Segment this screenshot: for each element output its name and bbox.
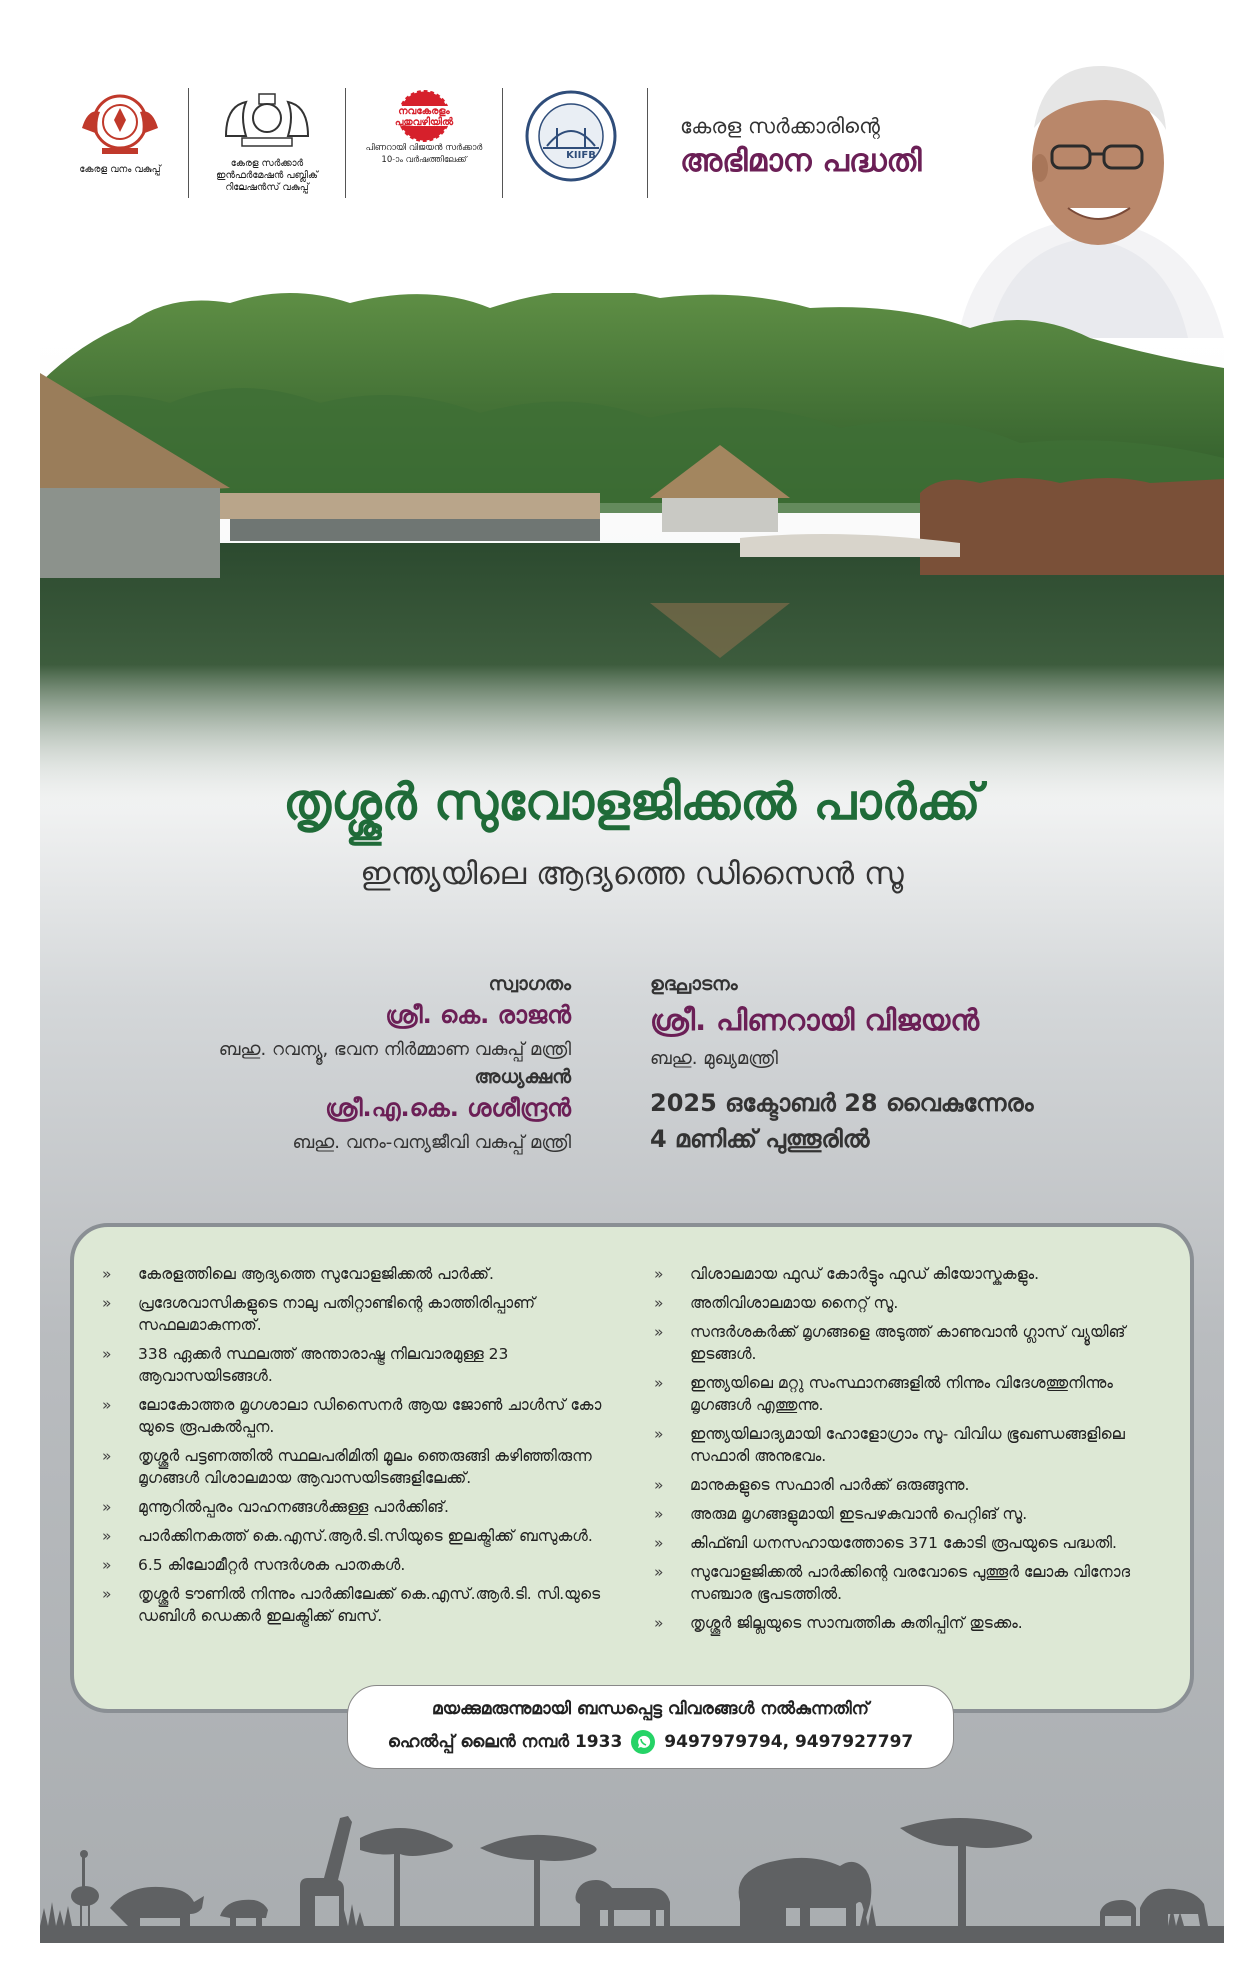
list-item: » തൃശ്ശൂർ ജില്ലയുടെ സാമ്പത്തിക കുതിപ്പിന് തുടക്കം. [654,1612,1154,1634]
inauguration-column [650,973,1170,1157]
presidency-designation: ബഹു. വനം-വന്യജീവി വകുപ്പ് മന്ത്രി [292,1132,571,1153]
whatsapp-icon [630,1729,656,1755]
list-item: » പ്രദേശവാസികളുടെ നാലു പതിറ്റാണ്ടിന്റെ കാത്തിരിപ്പാണ് സഫലമാകുന്നത്. [102,1292,602,1336]
prd-caption-line: റിലേഷൻസ് വകുപ്പ് [225,182,309,193]
inauguration-label: ഉദ്ഘാടനം [650,973,738,995]
list-item: » തൃശ്ശൂർ പട്ടണത്തിൽ സ്ഥലപരിമിതി മൂലം ഞെരുങ്ങി കഴിഞ്ഞിരുന്ന മൃഗങ്ങൾ വിശാലമായ ആവാസയിടങ്ങളിലേക്ക്. [102,1445,602,1489]
logo-divider [647,88,648,198]
helpline-label: ഹെൽപ്പ് ലൈൻ നമ്പർ 1933 [387,1732,623,1752]
list-item: » ലോകോത്തര മൃഗശാലാ ഡിസൈനർ ആയ ജോൺ ചാൾസ് കോ യുടെ രൂപകൽപ്പന. [102,1394,602,1438]
list-item: » കേരളത്തിലെ ആദ്യത്തെ സുവോളജിക്കൽ പാർക്ക്. [102,1263,602,1285]
officials-left-column [51,973,571,1153]
logo-divider [188,88,189,198]
list-item: » മാനുകളുടെ സഫാരി പാർക്ക് ഒരുങ്ങുന്നു. [654,1474,1154,1496]
inauguration-designation: ബഹു. മുഖ്യമന്ത്രി [650,1048,778,1069]
list-item: » തൃശ്ശൂർ ടൗണിൽ നിന്നും പാർക്കിലേക്ക് കെ.എസ്.ആർ.ടി. സി.യുടെ ഡബിൾ ഡെക്കർ ഇലക്ട്രിക്ക് ബസ്. [102,1583,602,1627]
helpline-numbers: 9497979794, 9497927797 [664,1732,914,1752]
list-item: » 338 ഏക്കർ സ്ഥലത്ത് അന്താരാഷ്ട്ര നിലവാരമുള്ള 23 ആവാസയിടങ്ങൾ. [102,1343,602,1387]
zoo-landscape-photo [40,293,1224,813]
prd-caption-line: ഇൻഫർമേഷൻ പബ്ലിക് [216,170,318,181]
helpline-intro: മയക്കുമരുന്നുമായി ബന്ധപ്പെട്ട വിവരങ്ങൾ നൽകുന്നതിന് [431,1699,869,1719]
list-item: » വിശാലമായ ഫുഡ് കോർട്ടും ഫുഡ് കിയോസ്കുകളും. [654,1263,1154,1285]
list-item: » അരുമ മൃഗങ്ങളുമായി ഇടപഴകുവാൻ പെറ്റിങ് സൂ. [654,1503,1154,1525]
event-date: 2025 ഒക്ടോബർ 28 വൈകുന്നേരം [650,1089,1034,1117]
page-title: തൃശ്ശൂർ സുവോളജിക്കൽ പാർക്ക് [283,773,981,831]
list-item: » പാർക്കിനകത്ത് കെ.എസ്.ആർ.ടി.സിയുടെ ഇലക്ട്രിക്ക് ബസുകൾ. [102,1525,602,1547]
tagline-line1: കേരള സർക്കാരിന്റെ [680,114,880,138]
list-item: » കിഫ്ബി ധനസഹായത്തോടെ 371 കോടി രൂപയുടെ പദ്ധതി. [654,1532,1154,1554]
list-item: » ഇന്ത്യയിലെ മറ്റു സംസ്ഥാനങ്ങളിൽ നിന്നും വിദേശത്തുനിന്നും മൃഗങ്ങൾ എത്തുന്നു. [654,1372,1154,1416]
highlights-box [70,1223,1194,1713]
presidency-name: ശ്രീ.എ.കെ. ശശീന്ദ്രൻ [325,1094,571,1122]
prd-caption [216,158,318,194]
forest-dept-caption: കേരള വനം വകുപ്പ് [79,164,161,175]
list-item: » മുന്നൂറിൽപ്പരം വാഹനങ്ങൾക്കുള്ള പാർക്കിങ്. [102,1496,602,1518]
inauguration-name: ശ്രീ. പിണറായി വിജയൻ [650,1003,980,1037]
logo-divider [345,88,346,198]
highlights-list-left [102,1263,602,1634]
nava-keralam-wordmark: നവകേരളം പുതുവഴിയിൽ [394,106,454,128]
nava-keralam-caption-line: 10-ാം വർഷത്തിലേക്ക് [381,155,467,165]
logo-strip [70,88,666,218]
tagline-line2: അഭിമാന പദ്ധതി [680,143,922,179]
presidency-label: അധ്യക്ഷൻ [474,1066,571,1088]
page-subtitle: ഇന്ത്യയിലെ ആദ്യത്തെ ഡിസൈൻ സൂ [360,856,904,892]
list-item: » 6.5 കിലോമീറ്റർ സന്ദർശക പാതകൾ. [102,1554,602,1576]
welcome-designation: ബഹു. റവന്യൂ, ഭവന നിർമ്മാണ വകുപ്പ് മന്ത്രി [218,1039,571,1060]
kiifb-wordmark: KIIFB [566,150,596,161]
nava-keralam-caption [366,142,483,166]
kerala-govt-emblem [207,88,327,194]
list-item: » അതിവിശാലമായ നൈറ്റ് സൂ. [654,1292,1154,1314]
kiifb-logo [521,88,621,161]
highlights-list-right [654,1263,1154,1641]
prd-caption-line: കേരള സർക്കാർ [230,158,304,169]
helpline-box [347,1685,954,1769]
list-item: » സന്ദർശകർക്ക് മൃഗങ്ങളെ അടുത്ത് കാണുവാൻ ഗ്ലാസ് വ്യൂയിങ് ഇടങ്ങൾ. [654,1321,1154,1365]
kerala-forest-dept-emblem [70,88,170,176]
logo-divider [502,88,503,198]
animal-silhouettes [40,1798,1224,1943]
tagline [680,114,922,180]
advertisement-page [40,38,1224,1943]
nava-keralam-logo [364,88,484,166]
nava-keralam-caption-line: പിണറായി വിജയൻ സർക്കാർ [365,143,483,153]
event-time-venue: 4 മണിക്ക് പുത്തൂരിൽ [650,1125,870,1153]
list-item: » സുവോളജിക്കൽ പാർക്കിന്റെ വരവോടെ പുത്തൂർ ലോക വിനോദ സഞ്ചാര ഭൂപടത്തിൽ. [654,1561,1154,1605]
welcome-label: സ്വാഗതം [488,973,571,995]
welcome-name: ശ്രീ. കെ. രാജൻ [385,1001,571,1029]
helpline-row [348,1729,953,1755]
list-item: » ഇന്ത്യയിലാദ്യമായി ഹോളോഗ്രാം സൂ- വിവിധ ഭൂഖണ്ഡങ്ങളിലെ സഫാരി അനുഭവം. [654,1423,1154,1467]
